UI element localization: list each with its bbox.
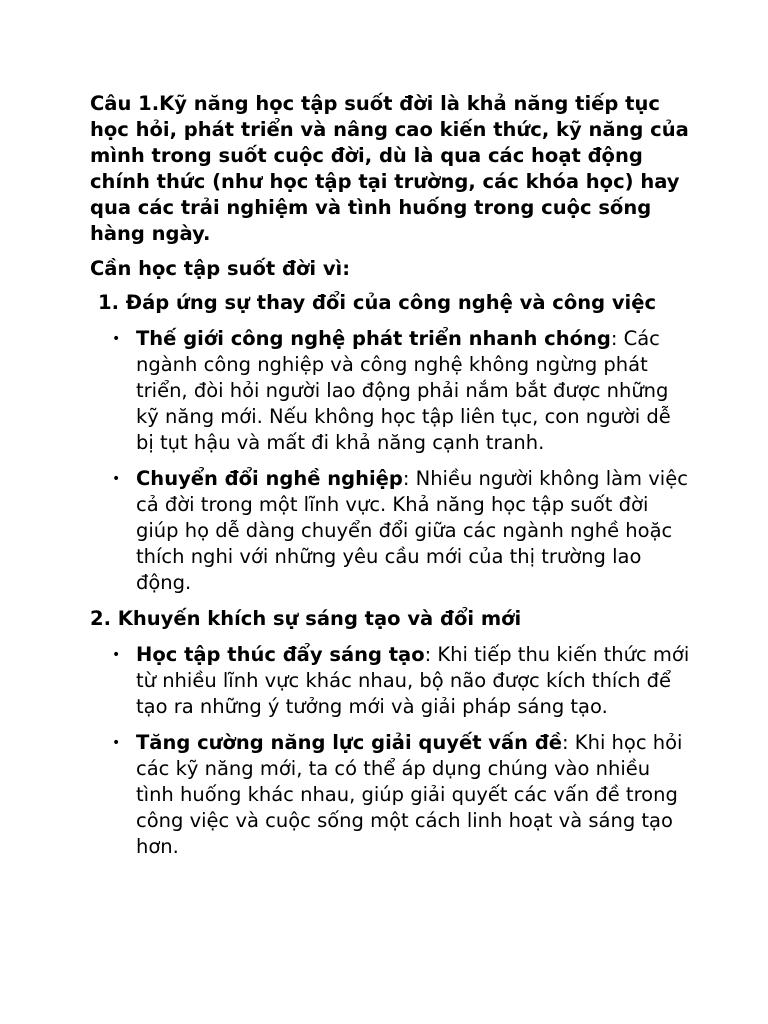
section-heading-2: 2. Khuyến khích sự sáng tạo và đổi mới (90, 607, 522, 630)
list-item (90, 642, 690, 720)
bullet-term: Học tập thúc đẩy sáng tạo (136, 643, 425, 666)
bullet-text: : Khi học hỏi các kỹ năng mới, ta có thể áp dụng chúng vào nhiều tình huống khác nhau, giúp giải quyết các vấn đề trong công việc và cuộc sống một cách linh hoạt và sáng tạo hơn. (136, 731, 683, 858)
bullet-icon: • (112, 471, 121, 487)
list-item (90, 466, 690, 596)
bullet-text: : Khi tiếp thu kiến thức mới từ nhiều lĩnh vực khác nhau, bộ não được kích thích để tạo ra những ý tưởng mới và giải pháp sáng tạo. (136, 643, 690, 718)
bullet-text: : Nhiều người không làm việc cả đời trong một lĩnh vực. Khả năng học tập suốt đời giúp họ dễ dàng chuyển đổi giữa các ngành nghề hoặc thích nghi với những yêu cầu mới của thị trường lao động. (136, 467, 688, 594)
bullet-term: Chuyển đổi nghề nghiệp (136, 467, 403, 490)
document-page (90, 91, 690, 870)
bullet-list-2 (90, 642, 690, 860)
bullet-icon: • (112, 647, 121, 663)
bullet-list-1 (90, 326, 690, 596)
section-heading-1: 1. Đáp ứng sự thay đổi của công nghệ và công việc (98, 291, 657, 314)
intro-paragraph: Câu 1.Kỹ năng học tập suốt đời là khả năng tiếp tục học hỏi, phát triển và nâng cao kiến thức, kỹ năng của mình trong suốt cuộc đời, dù là qua các hoạt động chính thức (như học tập tại trường, các khóa học) hay qua các trải nghiệm và tình huống trong cuộc sống hàng ngày. (90, 92, 689, 245)
bullet-icon: • (112, 331, 121, 347)
why-heading: Cần học tập suốt đời vì: (90, 257, 351, 280)
bullet-term: Thế giới công nghệ phát triển nhanh chóng (136, 327, 611, 350)
list-item (90, 730, 690, 860)
bullet-icon: • (112, 735, 121, 751)
list-item (90, 326, 690, 456)
bullet-text: : Các ngành công nghiệp và công nghệ không ngừng phát triển, đòi hỏi người lao động phải nắm bắt được những kỹ năng mới. Nếu không học tập liên tục, con người dễ bị tụt hậu và mất đi khả năng cạnh tranh. (136, 327, 671, 454)
bullet-term: Tăng cường năng lực giải quyết vấn đề (136, 731, 563, 754)
